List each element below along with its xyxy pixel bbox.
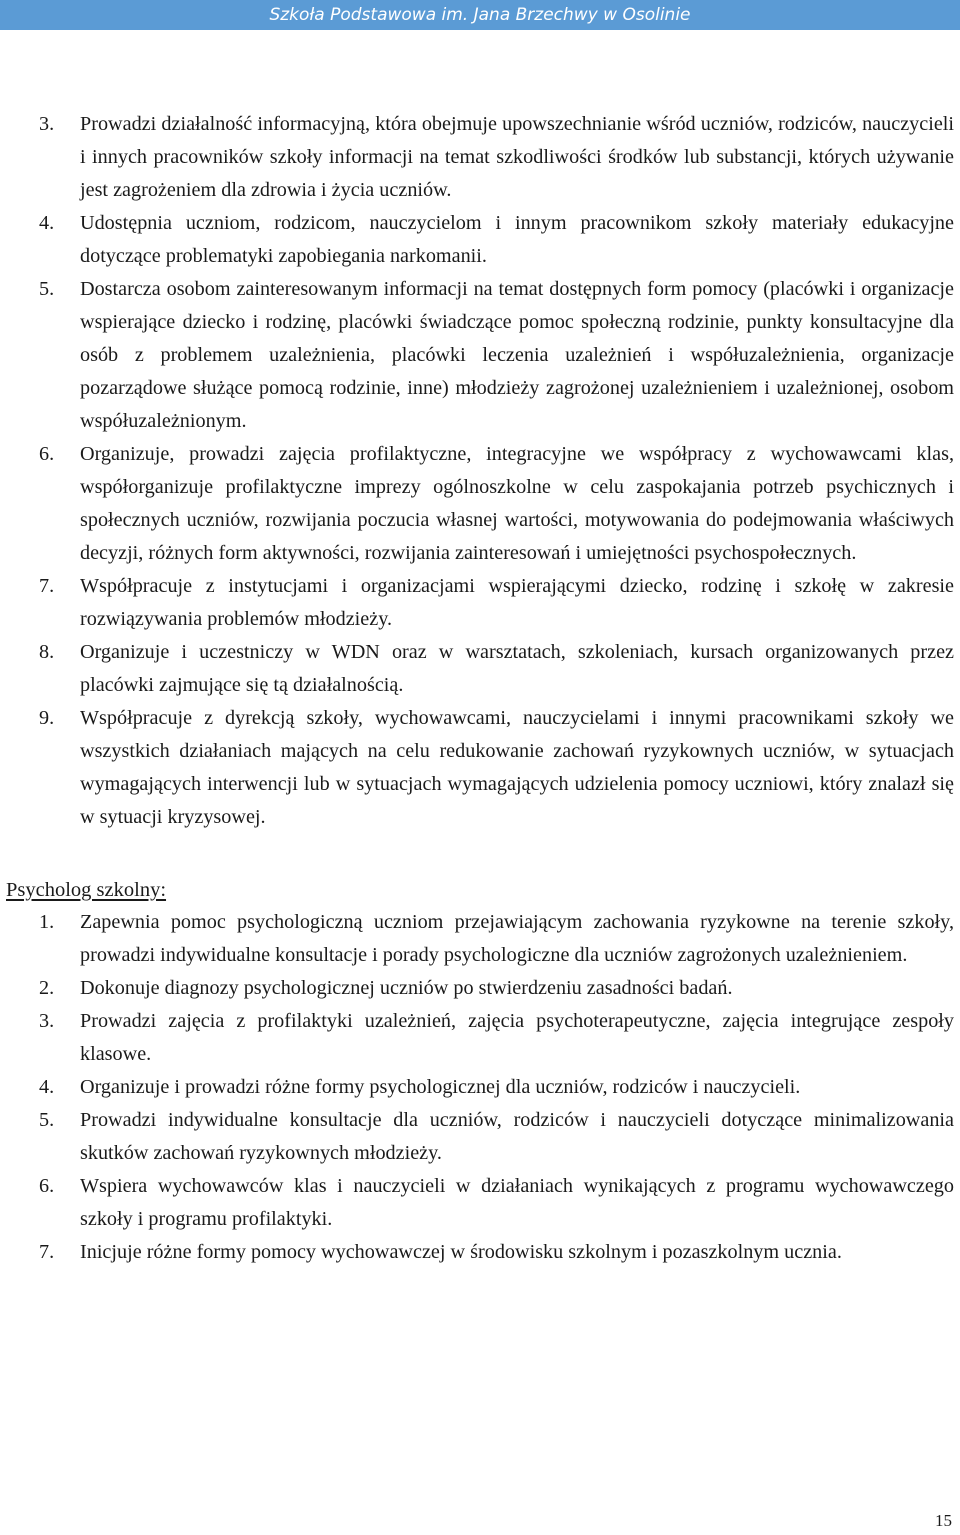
list-item bbox=[0, 1104, 960, 1170]
list-item-text: Organizuje i prowadzi różne formy psychologicznej dla uczniów, rodziców i nauczycieli. bbox=[80, 1076, 801, 1098]
list-item bbox=[0, 1005, 960, 1071]
list-item bbox=[0, 636, 960, 702]
list-item-text: Prowadzi zajęcia z profilaktyki uzależnień, zajęcia psychoterapeutyczne, zajęcia integrujące zespoły klasowe. bbox=[80, 1010, 954, 1065]
document-content bbox=[0, 108, 960, 1269]
section-heading: Psycholog szkolny: bbox=[6, 879, 167, 901]
list-item-text: Udostępnia uczniom, rodzicom, nauczycielom i innym pracownikom szkoły materiały edukacyjne dotyczące problematyki zapobiegania narkomanii. bbox=[80, 212, 954, 267]
section2-list bbox=[0, 906, 960, 1269]
list-item-text: Inicjuje różne formy pomocy wychowawczej w środowisku szkolnym i pozaszkolnym ucznia. bbox=[80, 1241, 842, 1263]
list-item-text: Dokonuje diagnozy psychologicznej uczniów po stwierdzeniu zasadności badań. bbox=[80, 977, 733, 999]
list-item-text: Organizuje, prowadzi zajęcia profilaktyczne, integracyjne we współpracy z wychowawcami klas, współorganizuje profilaktyczne imprezy ogólnoszkolne w celu zaspokajania potrzeb psychicznych i społecznych uczniów, rozwijania poczucia własnej wartości, motywowania do podejmowania właściwych decyzji, różnych form aktywności, rozwijania zainteresowań i umiejętności psychospołecznych. bbox=[80, 443, 954, 564]
list-item-text: Wspiera wychowawców klas i nauczycieli w działaniach wynikających z programu wychowawczego szkoły i programu profilaktyki. bbox=[80, 1175, 954, 1230]
list-item bbox=[0, 1071, 960, 1104]
list-item-number: 5. bbox=[39, 278, 55, 300]
list-item-number: 2. bbox=[39, 977, 55, 999]
list-item bbox=[0, 570, 960, 636]
list-item-number: 3. bbox=[39, 113, 55, 135]
list-item-text: Współpracuje z instytucjami i organizacjami wspierającymi dziecko, rodzinę i szkołę w zakresie rozwiązywania problemów młodzieży. bbox=[80, 575, 954, 630]
list-item bbox=[0, 438, 960, 570]
list-item-text: Dostarcza osobom zainteresowanym informacji na temat dostępnych form pomocy (placówki i organizacje wspierające dziecko i rodzinę, placówki świadczące pomoc społeczną rodzinie, punkty konsultacyjne dla osób z problemem uzależnienia, placówki leczenia uzależnień i współuzależnienia, organizacje pozarządowe służące pomocą rodzinie, inne) młodzieży zagrożonej uzależnieniem i uzależnionej, osobom współuzależnionym. bbox=[80, 278, 954, 432]
list-item bbox=[0, 207, 960, 273]
list-item bbox=[0, 273, 960, 438]
list-item-number: 1. bbox=[39, 911, 55, 933]
list-item bbox=[0, 1170, 960, 1236]
list-item-number: 9. bbox=[39, 707, 55, 729]
list-item bbox=[0, 702, 960, 834]
list-item-number: 5. bbox=[39, 1109, 55, 1131]
list-item bbox=[0, 1236, 960, 1269]
list-item-number: 6. bbox=[39, 1175, 55, 1197]
list-item bbox=[0, 108, 960, 207]
list-item-text: Współpracuje z dyrekcją szkoły, wychowawcami, nauczycielami i innymi pracownikami szkoły we wszystkich działaniach mających na celu redukowanie zachowań ryzykownych uczniów, w sytuacjach wymagających interwencji lub w sytuacjach wymagających udzielenia pomocy uczniowi, który znalazł się w sytuacji kryzysowej. bbox=[80, 707, 954, 828]
list-item-text: Prowadzi działalność informacyjną, która obejmuje upowszechnianie wśród uczniów, rodziców, nauczycieli i innych pracowników szkoły informacji na temat szkodliwości środków lub substancji, których używanie jest zagrożeniem dla zdrowia i życia uczniów. bbox=[80, 113, 954, 201]
list-item-number: 3. bbox=[39, 1010, 55, 1032]
page-number: 15 bbox=[935, 1511, 952, 1530]
list-item-number: 6. bbox=[39, 443, 55, 465]
header-title: Szkoła Podstawowa im. Jana Brzechwy w Osolinie bbox=[269, 5, 691, 25]
list-item-text: Organizuje i uczestniczy w WDN oraz w warsztatach, szkoleniach, kursach organizowanych przez placówki zajmujące się tą działalnością. bbox=[80, 641, 954, 696]
page-header bbox=[0, 0, 960, 30]
list-item-number: 8. bbox=[39, 641, 55, 663]
list-item-number: 7. bbox=[39, 1241, 55, 1263]
list-item-number: 4. bbox=[39, 1076, 55, 1098]
section1-list bbox=[0, 108, 960, 834]
list-item-text: Prowadzi indywidualne konsultacje dla uczniów, rodziców i nauczycieli dotyczące minimalizowania skutków zachowań ryzykownych młodzieży. bbox=[80, 1109, 954, 1164]
list-item bbox=[0, 906, 960, 972]
list-item bbox=[0, 972, 960, 1005]
list-item-number: 4. bbox=[39, 212, 55, 234]
list-item-text: Zapewnia pomoc psychologiczną uczniom przejawiającym zachowania ryzykowne na terenie szkoły, prowadzi indywidualne konsultacje i porady psychologiczne dla uczniów zagrożonych uzależnieniem. bbox=[80, 911, 954, 966]
list-item-number: 7. bbox=[39, 575, 55, 597]
